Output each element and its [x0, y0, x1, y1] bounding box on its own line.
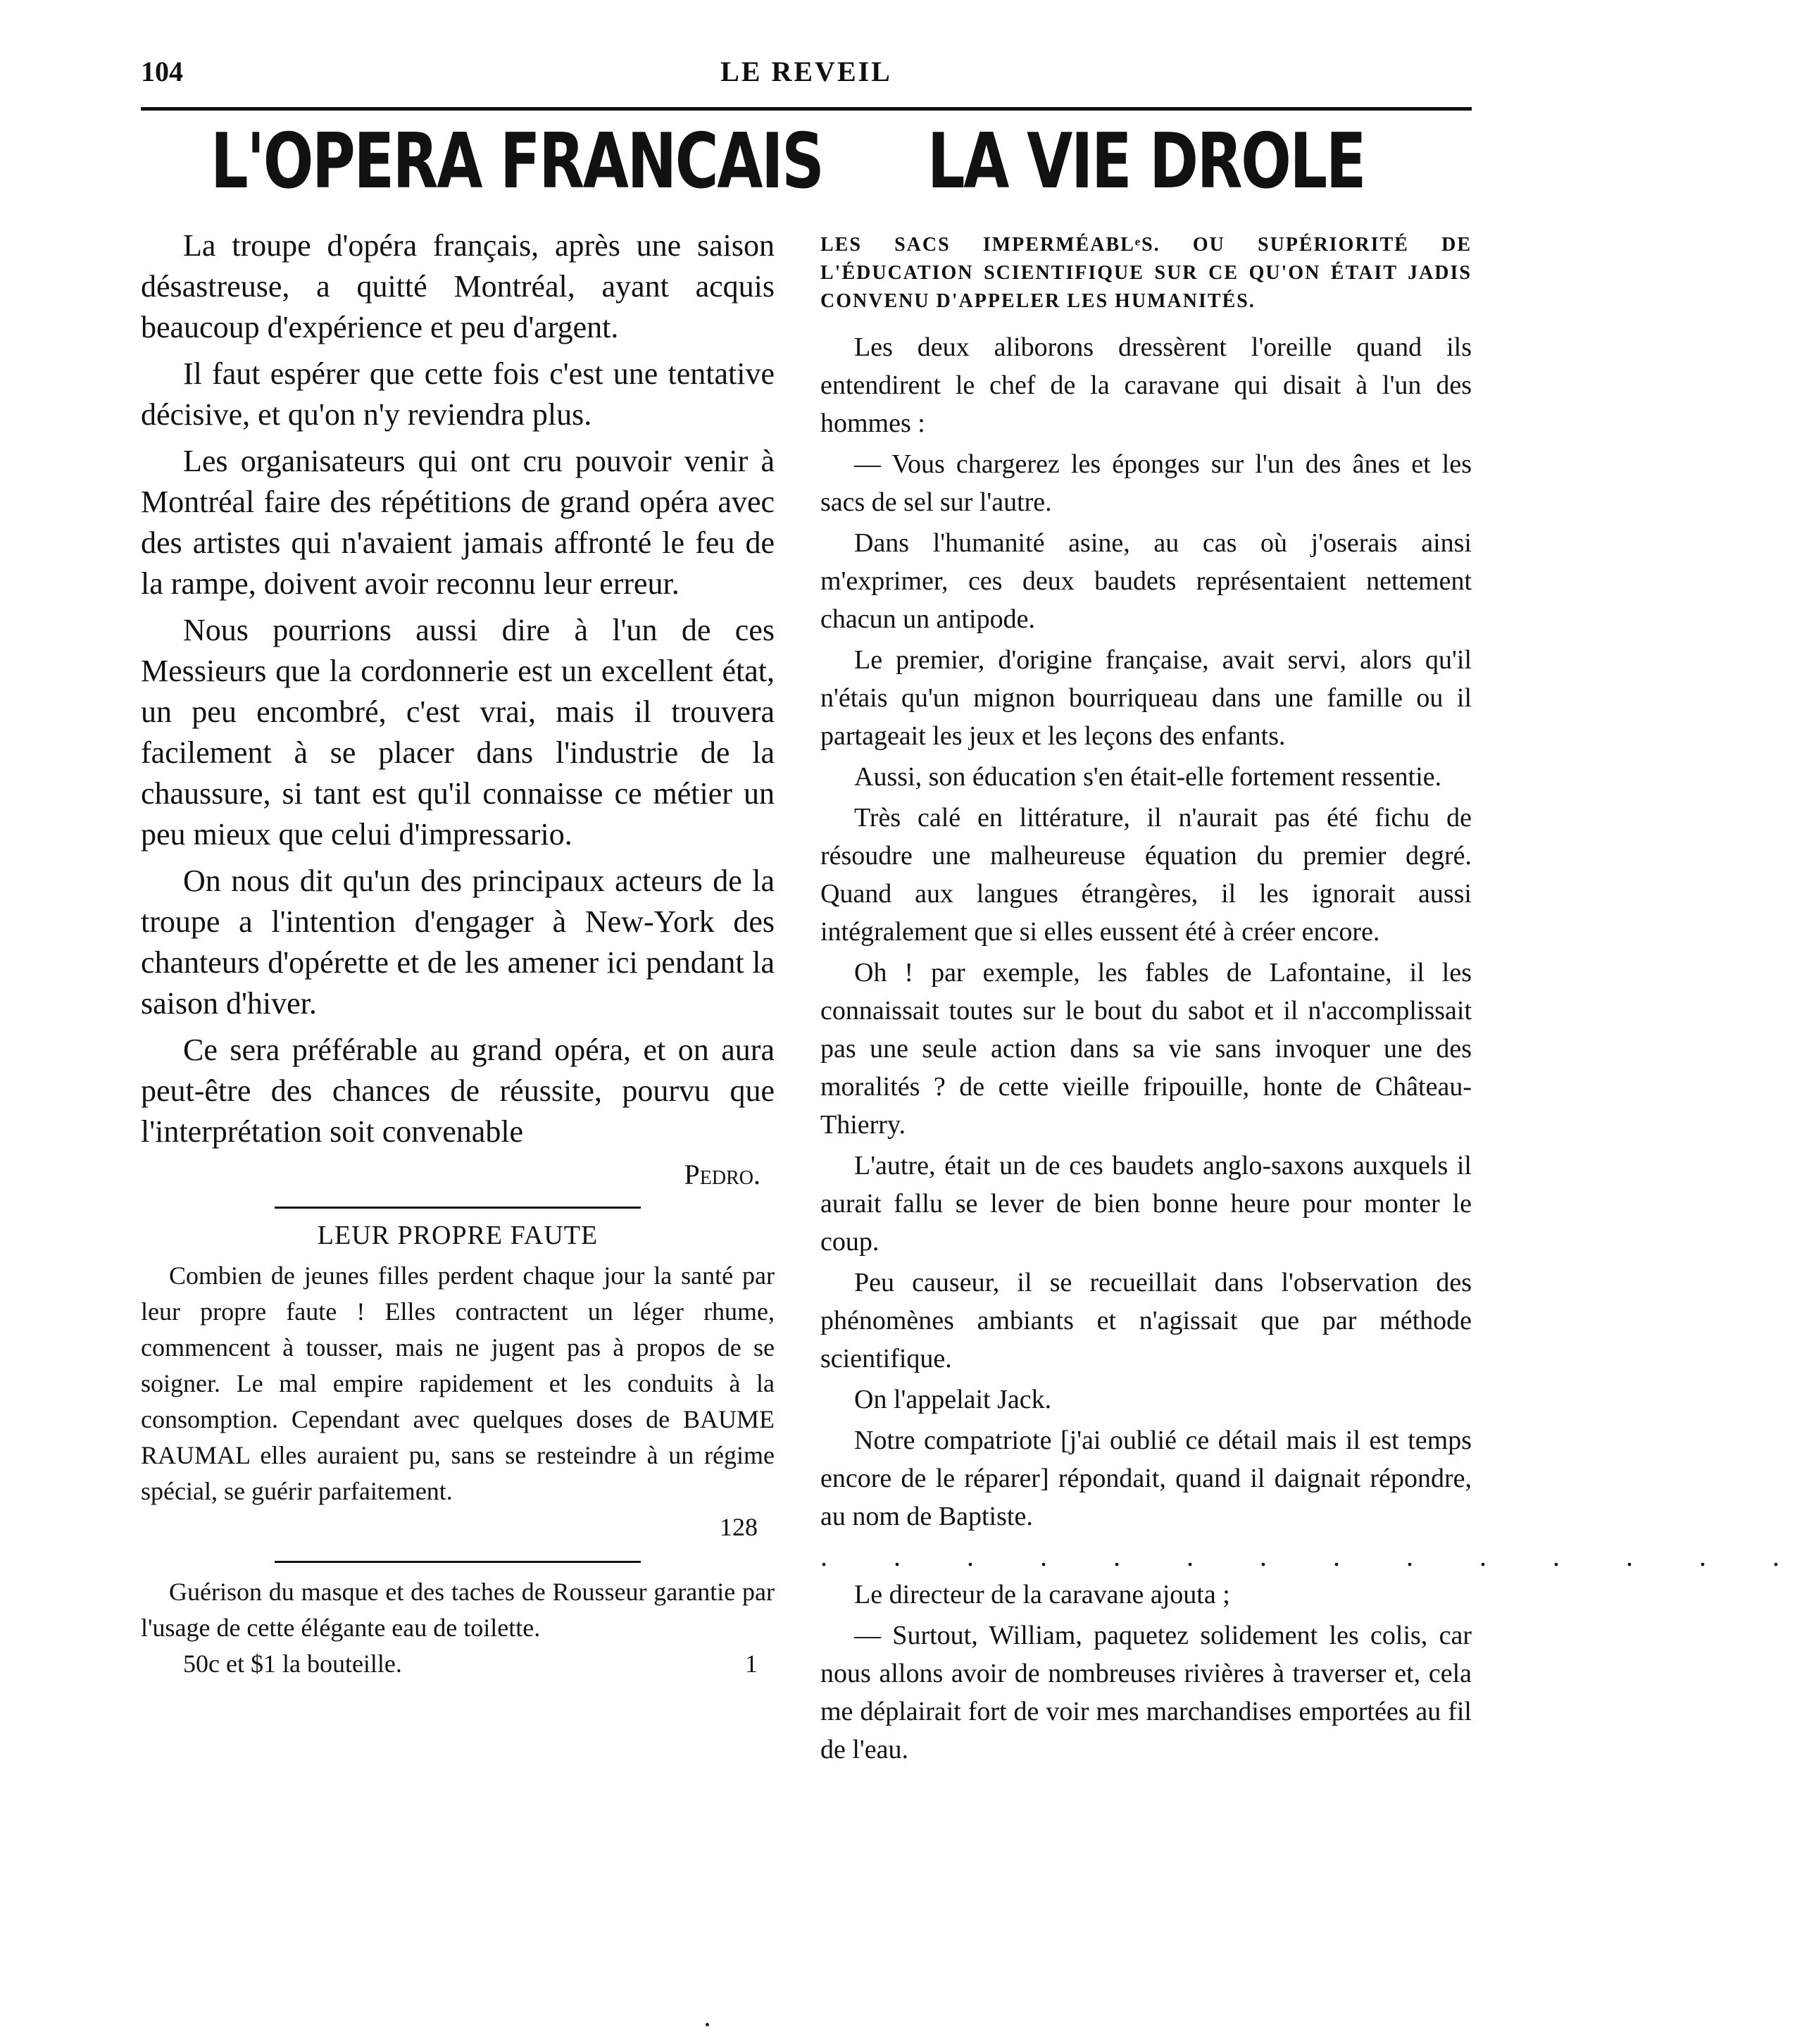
article-paragraph: Le premier, d'origine française, avait servi, alors qu'il n'étais qu'un mignon bourriqueau dans une famille ou il partageait les jeux et les leçons des enfants. [820, 645, 1472, 751]
article-paragraph: Ce sera préférable au grand opéra, et on aura peut-être des chances de réussite, pourvu que l'interprétation soit convenable [141, 1033, 775, 1149]
advertisement-code-line [141, 1509, 775, 1545]
article-paragraph: Oh ! par exemple, les fables de Lafontaine, il les connaissait toutes sur le bout du sabot et il n'accomplissait pas une seule action dans sa vie sans invoquer une des moralités ? de cette vieille fripouille, honte de Château-Thierry. [820, 958, 1472, 1140]
article-paragraph: Les organisateurs qui ont cru pouvoir venir à Montréal faire des répétitions de grand opéra avec des artistes qui n'avaient jamais affronté le feu de la rampe, doivent avoir reconnu leur erreur. [141, 444, 775, 601]
article-paragraph: — Vous chargerez les éponges sur l'un des ânes et les sacs de sel sur l'autre. [820, 449, 1472, 517]
article-paragraph: On l'appelait Jack. [854, 1385, 1052, 1414]
advertisement-body [141, 1258, 775, 1545]
left-headline: L'OPERA FRANCAIS [211, 118, 823, 206]
advertisement-title: LEUR PROPRE FAUTE [317, 1221, 599, 1250]
advertisement-code: 128 [720, 1513, 758, 1541]
page-header [141, 55, 1472, 97]
toilette-advertisement [141, 1574, 775, 1682]
section-divider [275, 1207, 641, 1209]
article-paragraph: Très calé en littérature, il n'aurait pas été fichu de résoudre une malheureuse équation du premier degré. Quand aux langues étrangères, il les ignorait aussi intégralement que si elles eussent été à créer encore. [820, 803, 1472, 947]
article-paragraph: Dans l'humanité asine, au cas où j'oserais ainsi m'exprimer, ces deux baudets représentaient nettement chacun un antipode. [820, 528, 1472, 634]
ink-speck [706, 2023, 709, 2026]
advertisement-code: 1 [745, 1650, 758, 1678]
advertisement-price-line [141, 1646, 775, 1682]
right-headline: LA VIE DROLE [927, 118, 1365, 206]
advertisement-price: 50c et $1 la bouteille. [183, 1650, 402, 1678]
article-paragraph: Notre compatriote [j'ai oublié ce détail mais il est temps encore de le réparer] répondait, quand il daignait répondre, au nom de Baptiste. [820, 1426, 1472, 1531]
author-signature: Pedro. [684, 1159, 760, 1190]
advertisement-text: Combien de jeunes filles perdent chaque jour la santé par leur propre faute ! Elles contractent un léger rhume, commencent à tousser, mais ne jugent pas à propos de se soigner. Le mal empire rapidement et les conduits à la consomption. Cependant avec quelques doses de BAUME RAUMAL elles auraient pu, sans se resteindre à un régime spécial, se guérir parfaitement. [141, 1261, 775, 1505]
vie-drole-article [820, 328, 1809, 1769]
article-paragraph: Le directeur de la caravane ajouta ; [854, 1580, 1230, 1609]
journal-title: LE REVEIL [720, 56, 892, 87]
section-divider [275, 1561, 641, 1563]
article-paragraph: Peu causeur, il se recueillait dans l'observation des phénomènes ambiants et n'agissait que par méthode scientifique. [820, 1268, 1472, 1373]
page-number: 104 [141, 56, 183, 87]
advertisement-text: Guérison du masque et des taches de Rousseur garantie par l'usage de cette élégante eau de toilette. [141, 1578, 775, 1642]
article-paragraph: Les deux aliborons dressèrent l'oreille quand ils entendirent le chef de la caravane qui disait à l'un des hommes : [820, 332, 1472, 438]
left-column [141, 113, 823, 1682]
opera-article [141, 225, 775, 1191]
article-paragraph: On nous dit qu'un des principaux acteurs de la troupe a l'intention d'engager à New-York des chanteurs d'opérette et de les amener ici pendant la saison d'hiver. [141, 864, 775, 1021]
article-paragraph: Aussi, son éducation s'en était-elle fortement ressentie. [854, 762, 1442, 792]
article-subheading: LES SACS IMPERMÉABLᵉS. OU SUPÉRIORITÉ DE L'ÉDUCATION SCIENTIFIQUE SUR CE QU'ON ÉTAIT JADIS CONVENU D'APPELER LES HUMANITÉS. [820, 234, 1472, 312]
header-rule [141, 107, 1472, 111]
article-paragraph: L'autre, était un de ces baudets anglo-saxons auxquels il aurait fallu se lever de bien bonne heure pour monter le coup. [820, 1151, 1472, 1257]
right-column [820, 113, 1809, 1771]
article-paragraph: La troupe d'opéra français, après une saison désastreuse, a quitté Montréal, ayant acquis beaucoup d'expérience et peu d'argent. [141, 228, 775, 344]
article-paragraph: — Surtout, William, paquetez solidement les colis, car nous allons avoir de nombreuses rivières à traverser et, cela me déplairait fort de voir mes marchandises emportées au fil de l'eau. [820, 1621, 1472, 1764]
article-paragraph: Il faut espérer que cette fois c'est une tentative décisive, et qu'on n'y reviendra plus. [141, 356, 775, 432]
article-paragraph: Nous pourrions aussi dire à l'un de ces Messieurs que la cordonnerie est un excellent état, un peu encombré, c'est vrai, mais il trouvera facilement à se placer dans l'industrie de la chaussure, si tant est qu'il connaisse ce métier un peu mieux que celui d'impressario. [141, 613, 775, 852]
ellipsis-separator: . . . . . . . . . . . . . . [820, 1540, 1809, 1572]
